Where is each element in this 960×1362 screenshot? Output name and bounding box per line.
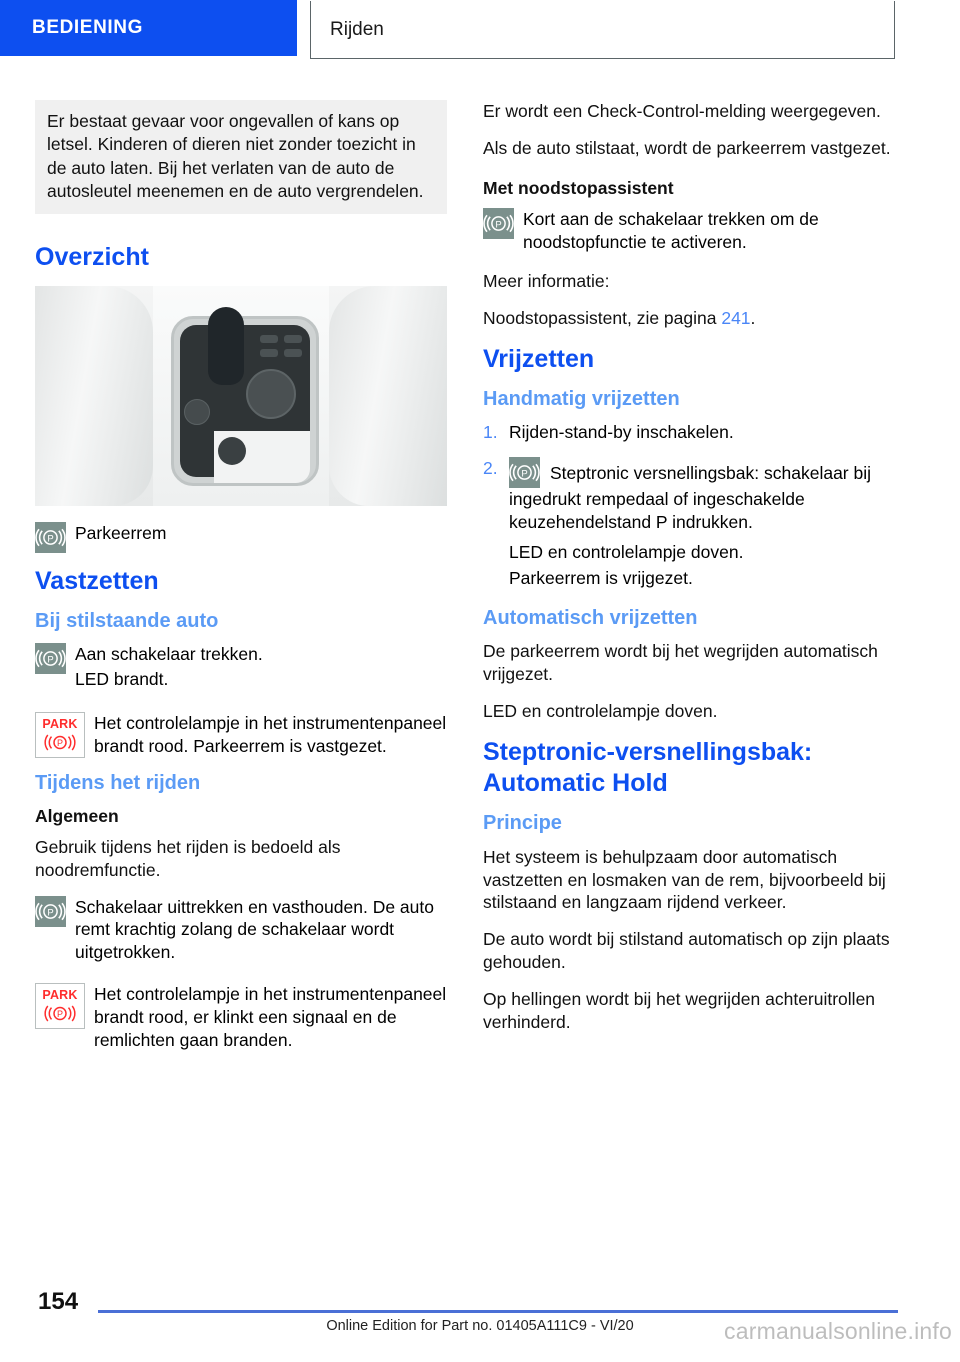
heading-bij-stilstaande-auto: Bij stilstaande auto (35, 610, 219, 633)
parking-brake-switch-icon (35, 896, 66, 927)
parking-brake-switch-icon (35, 522, 66, 553)
svg-text:P: P (47, 533, 54, 545)
section-tab-label: Rijden (330, 18, 384, 40)
chapter-tab[interactable] (0, 0, 297, 56)
paragraph-principe-2: De auto wordt bij stilstand automatisch op zijn plaats gehouden. (483, 929, 890, 973)
step-body (509, 457, 895, 593)
heading-handmatig-vrijzetten: Handmatig vrijzetten (483, 388, 680, 411)
step-line-1: Aan schakelaar trekken. (75, 644, 263, 665)
page-footer (0, 1270, 960, 1362)
paragraph-algemeen: Gebruik tijdens het rijden is bedoeld als noodremfunctie. (35, 836, 341, 880)
step-text: Rijden-stand-by inschakelen. (509, 422, 734, 443)
illustration-com-button (260, 349, 278, 357)
section-tab[interactable] (310, 1, 895, 59)
paragraph-automatisch-2: LED en controlelampje doven. (483, 701, 718, 722)
step-line-2: LED brandt. (75, 669, 169, 690)
heading-tijdens-het-rijden: Tijdens het rijden (35, 772, 201, 795)
warning-note-box (35, 100, 447, 214)
warning-note-text: Er bestaat gevaar voor ongevallen of kans op letsel. Kinderen of dieren niet zonder toezicht in de auto laten. Bij het verlaten van de auto de autosleutel meenemen en de auto vergrendelen. (47, 111, 424, 201)
heading-automatisch-vrijzetten: Automatisch vrijzetten (483, 607, 698, 630)
park-telltale-icon (35, 712, 85, 758)
step-number: 2. (483, 458, 498, 479)
cross-reference-prefix: Noodstopassistent, zie pagina (483, 307, 722, 328)
list-item (483, 457, 895, 593)
step-text: Schakelaar uittrekken en vasthouden. De auto remt krachtig zolang de schakelaar wordt uitgetrokken. (75, 896, 434, 963)
step-controlelampje-signaal (35, 983, 447, 1052)
illustration-seat-left (35, 286, 153, 506)
step-text: Steptronic versnellingsbak: schakelaar bij ingedrukt rempedaal of ingeschakelde keuzehendelstand P indrukken. (509, 463, 871, 533)
watermark-text: carmanualsonline.info (724, 1318, 952, 1344)
cross-reference-suffix: . (750, 307, 756, 328)
illustration-console-panel (180, 325, 310, 477)
heading-steptronic-automatic-hold: Steptronic-versnellingsbak: Automatic Hold (483, 738, 813, 797)
step-text: Het controlelampje in het instrumentenpaneel brandt rood, er klinkt een signaal en de remlichten gaan branden. (94, 984, 447, 1051)
cross-reference-noodstopassistent (483, 307, 895, 330)
step-text: Kort aan de schakelaar trekken om de noodstopfunctie te activeren. (523, 208, 819, 252)
parking-brake-switch-icon (509, 457, 540, 488)
heading-met-noodstopassistent: Met noodstopassistent (483, 177, 674, 198)
heading-overzicht: Overzicht (35, 243, 149, 272)
paragraph-check-control: Er wordt een Check-Control-melding weergegeven. (483, 101, 881, 121)
park-telltale-icon (35, 983, 85, 1029)
label-meer-informatie: Meer informatie: (483, 270, 610, 291)
illustration-seat-right (329, 286, 447, 506)
svg-text:P: P (521, 468, 528, 480)
svg-text:P: P (495, 219, 502, 231)
paragraph-automatisch-1: De parkeerrem wordt bij het wegrijden automatisch vrijgezet. (483, 641, 878, 685)
illustration-media-button (260, 335, 278, 343)
svg-text:P: P (47, 655, 54, 667)
heading-principe: Principe (483, 812, 562, 835)
paragraph-auto-stilstaat: Als de auto stilstaat, wordt de parkeerrem vastgezet. (483, 137, 891, 158)
step-schakelaar-uittrekken (35, 896, 447, 965)
step-line-with-icon (509, 457, 895, 534)
step-text: Het controlelampje in het instrumentenpaneel brandt rood. Parkeerrem is vastgezet. (94, 713, 447, 757)
right-column (483, 100, 895, 1048)
paragraph-principe-1: Het systeem is behulpzaam door automatisch vastzetten en losmaken van de rem, bijvoorbeeld bij stilstaand en langzaam rijdend verkeer. (483, 846, 886, 913)
handmatig-vrijzetten-steps (483, 421, 895, 593)
step-aan-schakelaar-trekken (35, 643, 447, 693)
illustration-start-stop-button (184, 399, 210, 425)
park-telltale-word: PARK (42, 717, 78, 732)
step-controlelampje-rood (35, 712, 447, 758)
chapter-tab-label: BEDIENING (32, 17, 143, 38)
heading-vastzetten: Vastzetten (35, 566, 159, 595)
svg-text:P: P (56, 737, 64, 748)
step-noodstopfunctie (483, 208, 895, 254)
parking-brake-switch-icon (35, 643, 66, 674)
center-console-illustration (35, 286, 447, 506)
illustration-console (171, 316, 319, 486)
parking-brake-switch-icon (483, 208, 514, 239)
step-number: 1. (483, 422, 498, 443)
footer-edition-note: Online Edition for Part no. 01405A111C9 - VI/20 (326, 1318, 634, 1334)
illustration-idrive-controller (246, 369, 296, 419)
svg-text:P: P (56, 1008, 64, 1019)
paragraph-principe-3: Op hellingen wordt bij het wegrijden achteruitrollen verhinderd. (483, 989, 876, 1033)
legend-parkeerrem-label: Parkeerrem (75, 522, 167, 543)
illustration-nav-button (284, 349, 302, 357)
svg-text:P: P (47, 907, 54, 919)
illustration-gear-selector (208, 307, 244, 385)
illustration-parking-brake-switch (218, 437, 246, 465)
illustration-menu-button (284, 335, 302, 343)
heading-vrijzetten: Vrijzetten (483, 344, 595, 373)
legend-parkeerrem (35, 522, 447, 553)
heading-algemeen: Algemeen (35, 805, 119, 826)
step-line-3: Parkeerrem is vrijgezet. (509, 568, 693, 589)
cross-reference-page[interactable]: 241 (721, 307, 751, 328)
step-line-2: LED en controlelampje doven. (509, 542, 744, 563)
step-text-group (75, 643, 447, 693)
list-item (483, 421, 895, 444)
page-header (0, 0, 960, 62)
park-telltale-word: PARK (42, 988, 78, 1003)
page-number: 154 (38, 1288, 79, 1315)
footer-rule (98, 1310, 898, 1313)
left-column (35, 100, 447, 1065)
